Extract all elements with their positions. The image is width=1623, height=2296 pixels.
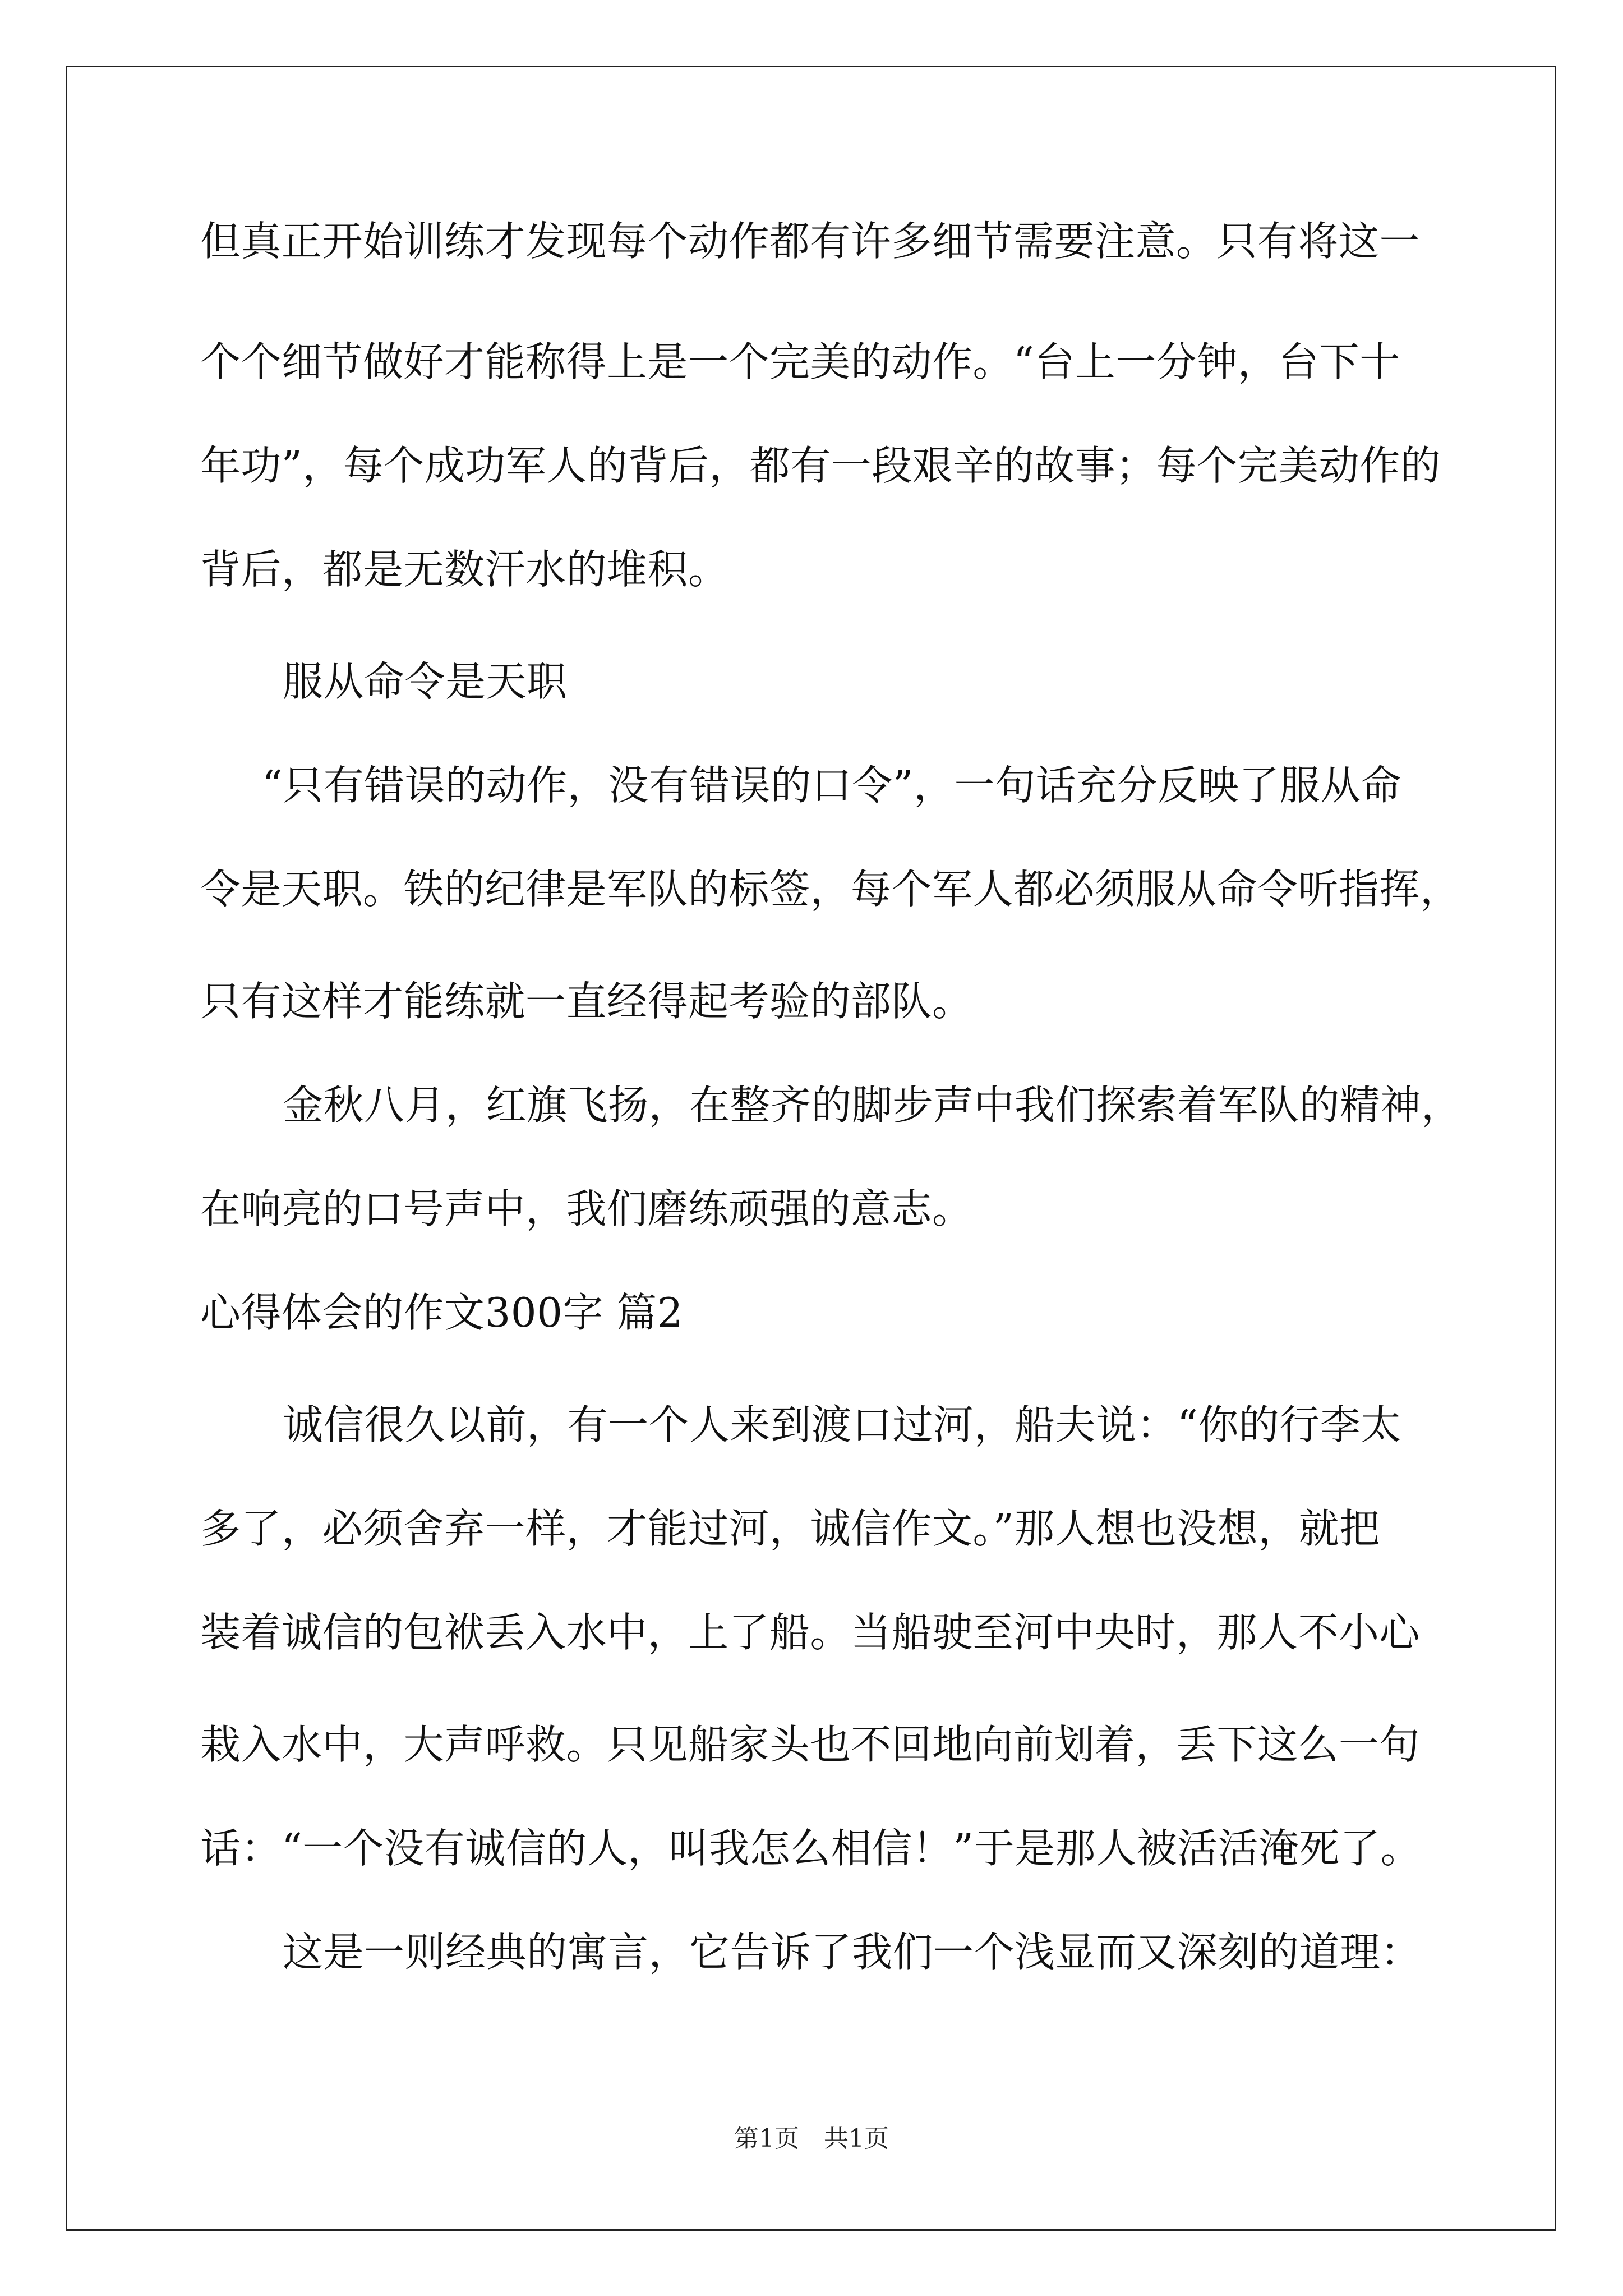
text-line: 但真正开始训练才发现每个动作都有许多细节需要注意。只有将这一: [200, 218, 1421, 265]
text-line: 只有这样才能练就一直经得起考验的部队。: [200, 978, 973, 1025]
text-line: 金秋八月，红旗飞扬，在整齐的脚步声中我们探索着军队的精神，: [283, 1082, 1462, 1129]
article-title: 心得体会的作文300字 篇2: [200, 1289, 684, 1336]
text-line: 这是一则经典的寓言，它告诉了我们一个浅显而又深刻的道理：: [283, 1929, 1422, 1976]
text-line: 年功”，每个成功军人的背后，都有一段艰辛的故事；每个完美动作的: [200, 442, 1441, 489]
text-line: 背后，都是无数汗水的堆积。: [200, 546, 729, 593]
text-line: 令是天职。铁的纪律是军队的标签，每个军人都必须服从命令听指挥，: [200, 866, 1461, 913]
text-line: “只有错误的动作，没有错误的口令”，一句话充分反映了服从命: [262, 762, 1402, 809]
text-line: 话：“一个没有诚信的人，叫我怎么相信！”于是那人被活活淹死了。: [200, 1825, 1422, 1872]
text-line: 装着诚信的包袱丢入水中，上了船。当船驶至河中央时，那人不小心: [200, 1609, 1421, 1656]
section-heading: 服从命令是天职: [283, 658, 568, 705]
text-line: 个个细节做好才能称得上是一个完美的动作。“台上一分钟，台下十: [200, 338, 1400, 385]
text-line: 诚信很久以前，有一个人来到渡口过河，船夫说：“你的行李太: [283, 1401, 1401, 1448]
text-line: 在响亮的口号声中，我们磨练顽强的意志。: [200, 1185, 973, 1232]
page-border: [66, 66, 1556, 2231]
text-line: 多了，必须舍弃一样，才能过河，诚信作文。”那人想也没想，就把: [200, 1505, 1380, 1552]
page-footer: 第1页 共1页: [734, 2124, 889, 2153]
text-line: 栽入水中，大声呼救。只见船家头也不回地向前划着，丢下这么一句: [200, 1721, 1421, 1768]
